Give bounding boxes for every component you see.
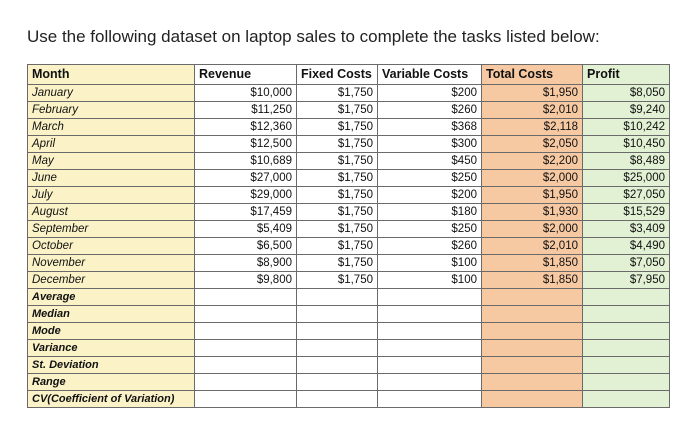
- stat-row: [28, 289, 670, 306]
- total-cell: $1,850: [482, 272, 583, 289]
- table-row: [28, 119, 670, 136]
- total-cell: $2,000: [482, 221, 583, 238]
- profit-cell: $8,489: [583, 153, 670, 170]
- total-cell: $2,010: [482, 238, 583, 255]
- variable-cell: $180: [378, 204, 482, 221]
- stat-row: [28, 340, 670, 357]
- empty-profit-cell: [583, 391, 670, 408]
- empty-variable-cell: [378, 374, 482, 391]
- profit-cell: $9,240: [583, 102, 670, 119]
- profit-cell: $7,050: [583, 255, 670, 272]
- empty-total-cell: [482, 289, 583, 306]
- total-cell: $1,950: [482, 187, 583, 204]
- month-cell: October: [28, 238, 195, 255]
- header-profit: Profit: [583, 65, 670, 85]
- empty-fixed-cell: [297, 323, 378, 340]
- header-revenue: Revenue: [195, 65, 297, 85]
- stat-label: CV(Coefficient of Variation): [28, 391, 195, 408]
- total-cell: $1,950: [482, 85, 583, 102]
- empty-revenue-cell: [195, 289, 297, 306]
- fixed-cell: $1,750: [297, 187, 378, 204]
- table-row: [28, 238, 670, 255]
- table-row: [28, 153, 670, 170]
- fixed-cell: $1,750: [297, 221, 378, 238]
- revenue-cell: $17,459: [195, 204, 297, 221]
- stat-label: Median: [28, 306, 195, 323]
- variable-cell: $300: [378, 136, 482, 153]
- empty-variable-cell: [378, 289, 482, 306]
- variable-cell: $200: [378, 85, 482, 102]
- variable-cell: $368: [378, 119, 482, 136]
- variable-cell: $450: [378, 153, 482, 170]
- empty-revenue-cell: [195, 340, 297, 357]
- empty-profit-cell: [583, 340, 670, 357]
- empty-fixed-cell: [297, 340, 378, 357]
- variable-cell: $260: [378, 102, 482, 119]
- variable-cell: $250: [378, 221, 482, 238]
- header-total-costs: Total Costs: [482, 65, 583, 85]
- total-cell: $1,930: [482, 204, 583, 221]
- variable-cell: $100: [378, 272, 482, 289]
- table-row: [28, 272, 670, 289]
- table-row: [28, 204, 670, 221]
- total-cell: $2,118: [482, 119, 583, 136]
- stat-row: [28, 306, 670, 323]
- stat-row: [28, 357, 670, 374]
- table-row: [28, 85, 670, 102]
- header-variable-costs: Variable Costs: [378, 65, 482, 85]
- profit-cell: $4,490: [583, 238, 670, 255]
- profit-cell: $7,950: [583, 272, 670, 289]
- profit-cell: $3,409: [583, 221, 670, 238]
- total-cell: $2,000: [482, 170, 583, 187]
- empty-revenue-cell: [195, 323, 297, 340]
- revenue-cell: $10,689: [195, 153, 297, 170]
- empty-variable-cell: [378, 391, 482, 408]
- table-row: [28, 187, 670, 204]
- empty-fixed-cell: [297, 306, 378, 323]
- profit-cell: $27,050: [583, 187, 670, 204]
- total-cell: $2,010: [482, 102, 583, 119]
- month-cell: January: [28, 85, 195, 102]
- variable-cell: $260: [378, 238, 482, 255]
- fixed-cell: $1,750: [297, 102, 378, 119]
- empty-fixed-cell: [297, 289, 378, 306]
- fixed-cell: $1,750: [297, 255, 378, 272]
- stat-label: St. Deviation: [28, 357, 195, 374]
- month-cell: November: [28, 255, 195, 272]
- stat-label: Average: [28, 289, 195, 306]
- table-row: [28, 136, 670, 153]
- profit-cell: $8,050: [583, 85, 670, 102]
- fixed-cell: $1,750: [297, 238, 378, 255]
- empty-fixed-cell: [297, 374, 378, 391]
- profit-cell: $10,450: [583, 136, 670, 153]
- fixed-cell: $1,750: [297, 119, 378, 136]
- total-cell: $1,850: [482, 255, 583, 272]
- month-cell: February: [28, 102, 195, 119]
- variable-cell: $250: [378, 170, 482, 187]
- empty-total-cell: [482, 306, 583, 323]
- month-cell: December: [28, 272, 195, 289]
- stat-row: [28, 374, 670, 391]
- empty-total-cell: [482, 323, 583, 340]
- month-cell: April: [28, 136, 195, 153]
- fixed-cell: $1,750: [297, 204, 378, 221]
- table-row: [28, 255, 670, 272]
- fixed-cell: $1,750: [297, 85, 378, 102]
- table-row: [28, 170, 670, 187]
- empty-total-cell: [482, 374, 583, 391]
- laptop-sales-table: [27, 64, 670, 408]
- fixed-cell: $1,750: [297, 272, 378, 289]
- stat-row: [28, 391, 670, 408]
- stat-label: Mode: [28, 323, 195, 340]
- stat-label: Range: [28, 374, 195, 391]
- empty-variable-cell: [378, 306, 482, 323]
- empty-total-cell: [482, 357, 583, 374]
- month-cell: July: [28, 187, 195, 204]
- month-cell: September: [28, 221, 195, 238]
- revenue-cell: $12,500: [195, 136, 297, 153]
- table-row: [28, 102, 670, 119]
- empty-revenue-cell: [195, 374, 297, 391]
- revenue-cell: $6,500: [195, 238, 297, 255]
- empty-profit-cell: [583, 374, 670, 391]
- revenue-cell: $11,250: [195, 102, 297, 119]
- month-cell: August: [28, 204, 195, 221]
- revenue-cell: $10,000: [195, 85, 297, 102]
- empty-profit-cell: [583, 357, 670, 374]
- variable-cell: $200: [378, 187, 482, 204]
- total-cell: $2,050: [482, 136, 583, 153]
- revenue-cell: $9,800: [195, 272, 297, 289]
- revenue-cell: $8,900: [195, 255, 297, 272]
- empty-total-cell: [482, 340, 583, 357]
- revenue-cell: $5,409: [195, 221, 297, 238]
- month-cell: March: [28, 119, 195, 136]
- month-cell: May: [28, 153, 195, 170]
- empty-fixed-cell: [297, 357, 378, 374]
- fixed-cell: $1,750: [297, 136, 378, 153]
- empty-profit-cell: [583, 323, 670, 340]
- empty-revenue-cell: [195, 391, 297, 408]
- empty-revenue-cell: [195, 306, 297, 323]
- empty-variable-cell: [378, 357, 482, 374]
- header-row: [28, 65, 670, 85]
- page-heading: Use the following dataset on laptop sales to complete the tasks listed below:: [27, 27, 600, 46]
- revenue-cell: $29,000: [195, 187, 297, 204]
- variable-cell: $100: [378, 255, 482, 272]
- empty-total-cell: [482, 391, 583, 408]
- month-cell: June: [28, 170, 195, 187]
- empty-revenue-cell: [195, 357, 297, 374]
- revenue-cell: $27,000: [195, 170, 297, 187]
- profit-cell: $15,529: [583, 204, 670, 221]
- empty-profit-cell: [583, 289, 670, 306]
- profit-cell: $25,000: [583, 170, 670, 187]
- empty-variable-cell: [378, 340, 482, 357]
- empty-profit-cell: [583, 306, 670, 323]
- revenue-cell: $12,360: [195, 119, 297, 136]
- stat-label: Variance: [28, 340, 195, 357]
- table-row: [28, 221, 670, 238]
- total-cell: $2,200: [482, 153, 583, 170]
- profit-cell: $10,242: [583, 119, 670, 136]
- empty-fixed-cell: [297, 391, 378, 408]
- fixed-cell: $1,750: [297, 153, 378, 170]
- empty-variable-cell: [378, 323, 482, 340]
- fixed-cell: $1,750: [297, 170, 378, 187]
- header-fixed-costs: Fixed Costs: [297, 65, 378, 85]
- header-month: Month: [28, 65, 195, 85]
- stat-row: [28, 323, 670, 340]
